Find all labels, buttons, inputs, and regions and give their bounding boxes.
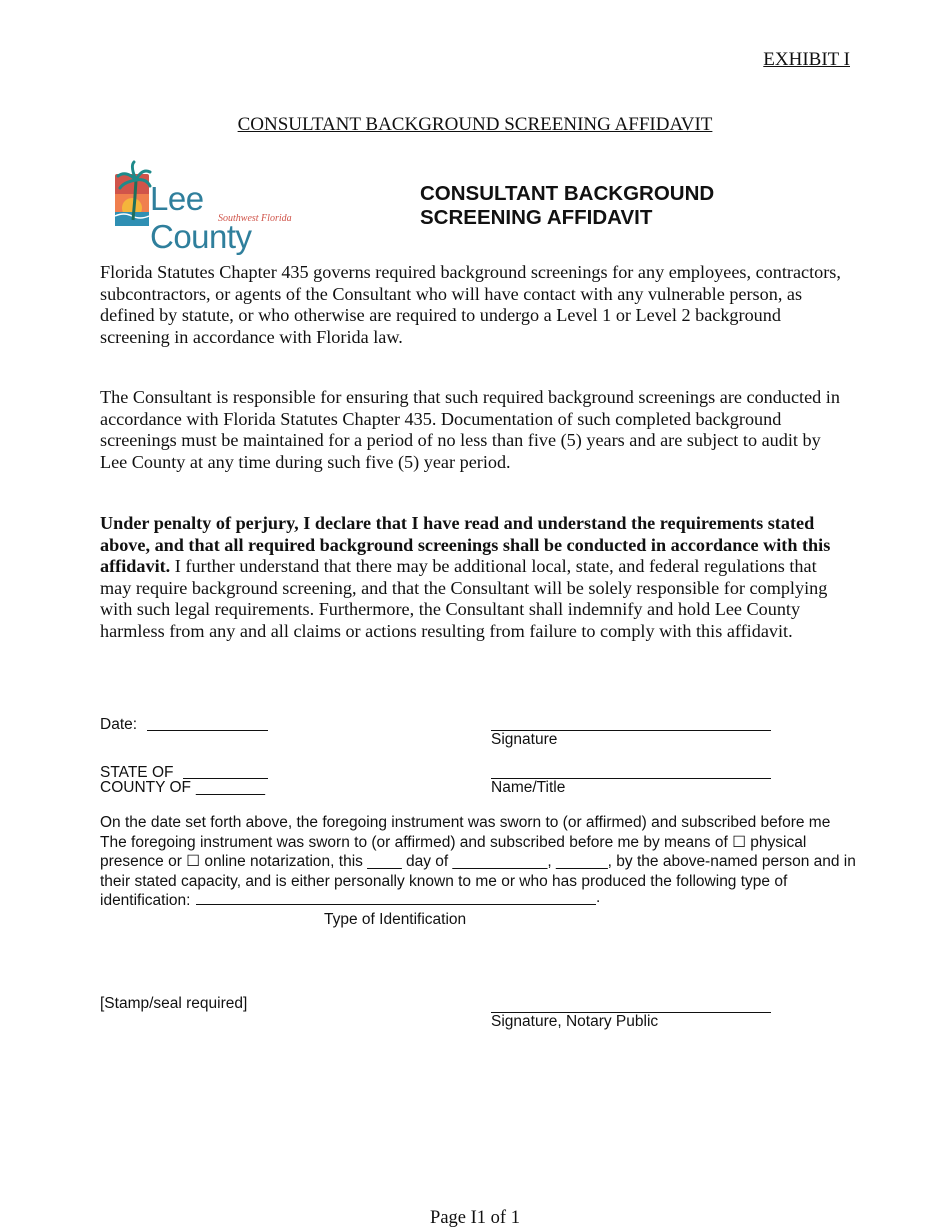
county-field[interactable]: ________ (196, 779, 265, 796)
date-field[interactable] (147, 730, 268, 731)
heading-line-1: CONSULTANT BACKGROUND (420, 182, 715, 205)
heading-line-2: SCREENING AFFIDAVIT (420, 206, 653, 229)
perjury-declaration (100, 513, 850, 642)
perjury-declaration-bold: Under penalty of perjury, I declare that I have read and understand the requirements stated above, and that all required background screenings shall be conducted in accordance with this affidavit. (100, 513, 831, 576)
responsibility-paragraph: The Consultant is responsible for ensuring that such required background screenings are conducted in accordance with Florida Statutes Chapter 435. Documentation of such completed background screenings must be maintained for a period of no less than five (5) years and are subject to audit by Lee County at any time during such five (5) year period. (100, 387, 840, 472)
statute-paragraph: Florida Statutes Chapter 435 governs required background screenings for any employees, contractors, subcontractors, or agents of the Consultant who will have contact with any vulnerable person, as defined by statute, or who otherwise are required to undergo a Level 1 or Level 2 background screening in accordance with Florida law. (100, 262, 841, 347)
state-label: STATE OF (100, 764, 174, 781)
type-of-identification-label: Type of Identification (324, 911, 467, 928)
name-title-label: Name/Title (491, 779, 566, 796)
identification-period: . (596, 889, 601, 906)
identification-field[interactable] (196, 904, 596, 905)
logo-tagline: Southwest Florida (218, 213, 292, 224)
palm-tree-sunset-icon (112, 160, 152, 230)
signature-label: Signature (491, 731, 558, 748)
stamp-seal-label: [Stamp/seal required] (100, 995, 248, 1012)
date-label: Date: (100, 716, 138, 733)
lee-county-logo (112, 160, 312, 255)
perjury-declaration-text: I further understand that there may be additional local, state, and federal regulations that may require background screening, and that the Consultant will be solely responsible for complying with such legal requirements. Furthermore, the Consultant shall indemnify and hold Lee County harmless from any and all claims or actions resulting from failure to comply with this affidavit. (100, 556, 828, 641)
exhibit-label: EXHIBIT I (763, 49, 850, 70)
notary-signature-label: Signature, Notary Public (491, 1013, 659, 1030)
page-number: Page I1 of 1 (430, 1208, 520, 1228)
notary-acknowledgment: On the date set forth above, the foregoing instrument was sworn to (or affirmed) and subscribed before me The foregoing instrument was sworn to (or affirmed) and subscribed before me by means of ☐ physical presence or ☐ online notarization, this ____ day of ___________, ______, by the above-named person and in their stated capacity, and is either personally known to me or who has produced the following type of identification: (100, 814, 856, 910)
document-subtitle: CONSULTANT BACKGROUND SCREENING AFFIDAVIT (237, 114, 713, 135)
logo-wordmark: Lee County (150, 180, 252, 255)
document-heading (420, 182, 750, 230)
county-label: COUNTY OF (100, 779, 191, 796)
